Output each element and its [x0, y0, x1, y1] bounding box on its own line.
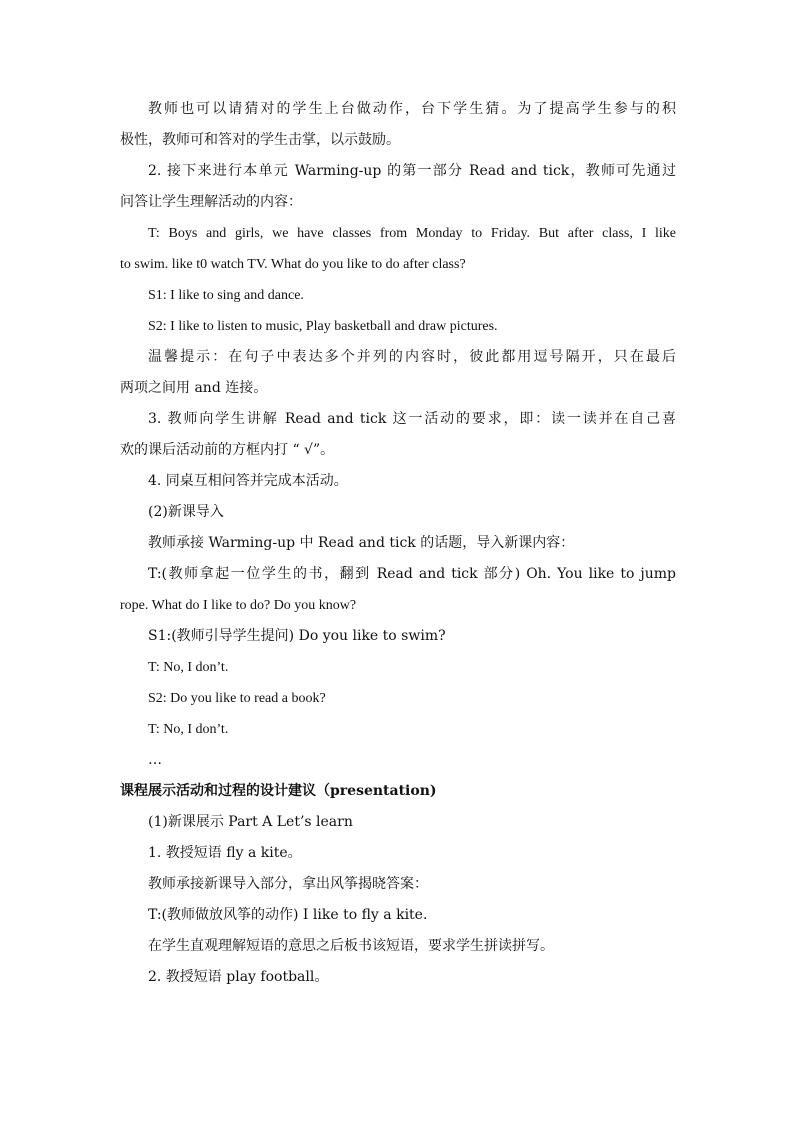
paragraph-line: 极性，教师可和答对的学生击掌，以示鼓励。: [120, 132, 400, 148]
dialogue-line: T:(教师做放风筝的动作) I like to fly a kite.: [148, 907, 428, 923]
dialogue-line: T: No, I don’t.: [148, 660, 229, 675]
dialogue-line: T:(教师拿起一位学生的书，翻到 Read and tick 部分) Oh. You like to jump: [148, 566, 676, 582]
paragraph-line: 在学生直观理解短语的意思之后板书该短语，要求学生拼读拼写。: [148, 938, 554, 954]
section-subtitle: (1)新课展示 Part A Let’s learn: [148, 814, 353, 830]
paragraph-line: 2. 教授短语 play football。: [148, 969, 329, 985]
dialogue-line: T: Boys and girls, we have classes from Monday to Friday. But after class, I like: [148, 226, 676, 241]
paragraph-line: 4. 同桌互相问答并完成本活动。: [148, 473, 348, 489]
section-subtitle: (2)新课导入: [148, 504, 224, 520]
paragraph-line: 1. 教授短语 fly a kite。: [148, 845, 302, 861]
dialogue-line: rope. What do I like to do? Do you know?: [120, 598, 357, 613]
section-heading: 课程展示活动和过程的设计建议（presentation): [120, 783, 437, 799]
paragraph-line: 3. 教师向学生讲解 Read and tick 这一活动的要求，即：读一读并在自己喜: [148, 411, 676, 427]
dialogue-line: S2: I like to listen to music, Play basketball and draw pictures.: [148, 319, 498, 334]
tip-line: 两项之间用 and 连接。: [120, 380, 268, 396]
paragraph-line: 教师也可以请猜对的学生上台做动作，台下学生猜。为了提高学生参与的积: [148, 101, 676, 117]
dialogue-line: S2: Do you like to read a book?: [148, 691, 326, 706]
paragraph-line: 2. 接下来进行本单元 Warming-up 的第一部分 Read and tick，教师可先通过: [148, 163, 676, 179]
paragraph-line: 问答让学生理解活动的内容：: [120, 194, 302, 210]
dialogue-line: S1:(教师引导学生提问) Do you like to swim?: [148, 628, 446, 644]
tip-line: 温馨提示：在句子中表达多个并列的内容时，彼此都用逗号隔开，只在最后: [148, 349, 676, 365]
document-body: [120, 94, 676, 993]
paragraph-line: 教师承接新课导入部分，拿出风筝揭晓答案：: [148, 876, 428, 892]
paragraph-line: 教师承接 Warming-up 中 Read and tick 的话题，导入新课内容：: [148, 535, 575, 551]
dialogue-line: S1: I like to sing and dance.: [148, 288, 304, 303]
dialogue-line: T: No, I don’t.: [148, 722, 229, 737]
ellipsis-line: …: [148, 752, 162, 768]
paragraph-line: 欢的课后活动前的方框内打 “ √”。: [120, 442, 335, 458]
dialogue-line: to swim. like t0 watch TV. What do you like to do after class?: [120, 257, 466, 272]
